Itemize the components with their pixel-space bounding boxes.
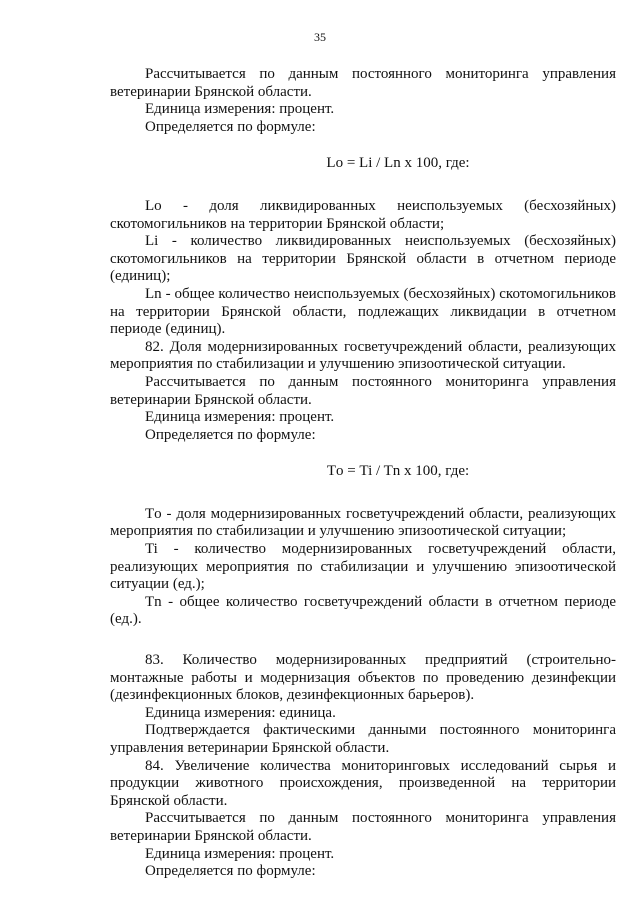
paragraph: Определяется по формуле: bbox=[145, 118, 316, 135]
paragraph: Рассчитывается по данным постоянного мониторинга управления ветеринарии Брянской области. bbox=[110, 810, 616, 844]
formula-to: Tо = Ti / Tn x 100, где: bbox=[326, 463, 470, 480]
paragraph: Рассчитывается по данным постоянного мониторинга управления ветеринарии Брянской области. bbox=[110, 373, 616, 408]
formula-lo: Lо = Li / Ln x 100, где: bbox=[326, 155, 470, 172]
item-83-heading: 83. Количество модернизированных предприятий (строительно-монтажные работы и модернизация объектов по проведению дезинфекции (дезинфекционных блоков, дезинфекционных барьеров). bbox=[110, 652, 616, 704]
definition: Tn - общее количество госветучреждений области в отчетном периоде (ед.). bbox=[110, 593, 616, 628]
paragraph: Определяется по формуле: bbox=[145, 426, 316, 443]
definition: Ln - общее количество неиспользуемых (бесхозяйных) скотомогильников на территории Брянской области, подлежащих ликвидации в отчетном периоде (единиц). bbox=[110, 285, 616, 338]
paragraph: Определяется по формуле: bbox=[145, 863, 316, 880]
definition: Ti - количество модернизированных госветучреждений области, реализующих мероприятия по стабилизации и улучшению эпизоотической ситуации (ед.); bbox=[110, 541, 616, 593]
definition: Tо - доля модернизированных госветучреждений области, реализующих мероприятия по стабилизации и улучшению эпизоотической ситуации; bbox=[110, 505, 616, 540]
document-body bbox=[110, 66, 616, 881]
paragraph: Единица измерения: процент. bbox=[145, 409, 335, 426]
paragraph: Единица измерения: процент. bbox=[145, 845, 335, 862]
definition: Li - количество ликвидированных неиспользуемых (бесхозяйных) скотомогильников на территории Брянской области в отчетном периоде (единиц); bbox=[110, 233, 616, 285]
definition: Lо - доля ликвидированных неиспользуемых (бесхозяйных) скотомогильников на территории Брянской области; bbox=[110, 197, 616, 232]
item-84-heading: 84. Увеличение количества мониторинговых исследований сырья и продукции животного происхождения, произведенной на территории Брянской области. bbox=[110, 757, 616, 809]
paragraph: Единица измерения: процент. bbox=[145, 101, 335, 118]
page-number: 35 bbox=[314, 30, 326, 44]
paragraph: Единица измерения: единица. bbox=[145, 704, 336, 721]
paragraph: Подтверждается фактическими данными постоянного мониторинга управления ветеринарии Брянской области. bbox=[110, 722, 616, 756]
item-82-heading: 82. Доля модернизированных госветучреждений области, реализующих мероприятия по стабилизации и улучшению эпизоотической ситуации. bbox=[110, 338, 616, 373]
paragraph: Рассчитывается по данным постоянного мониторинга управления ветеринарии Брянской области. bbox=[110, 66, 616, 100]
